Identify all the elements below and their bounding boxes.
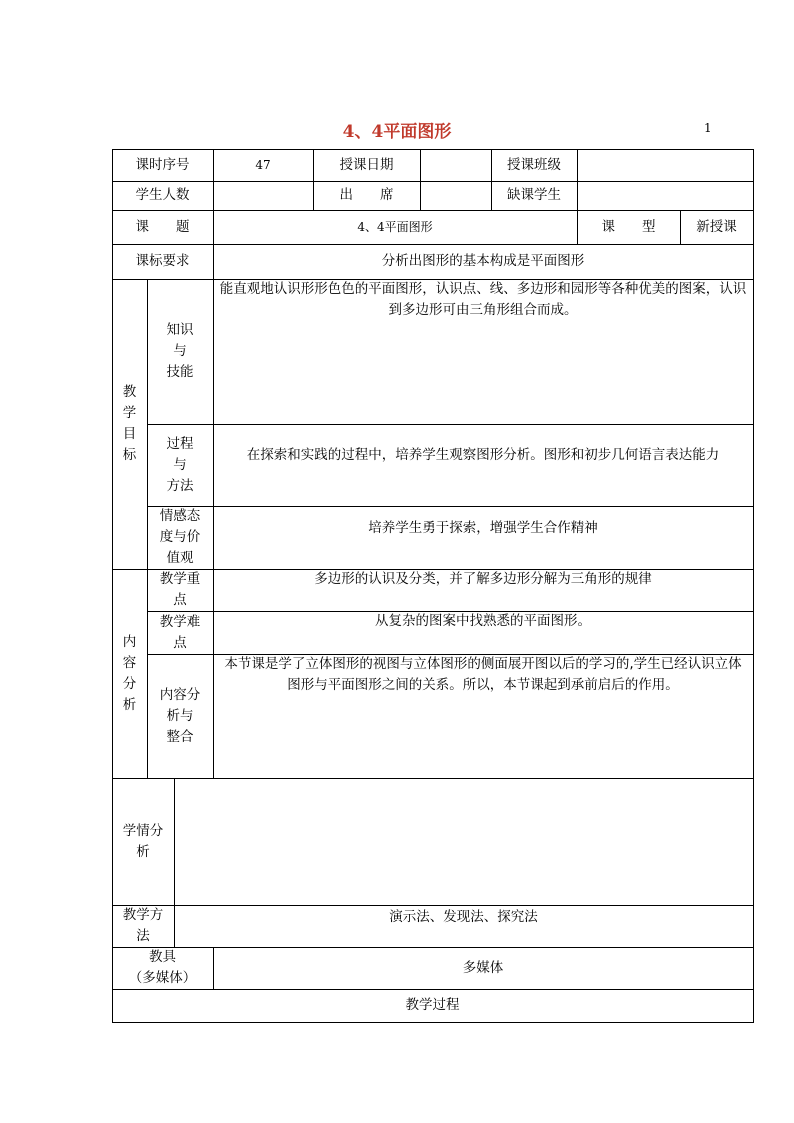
label-line: 过程 [166,435,194,452]
curriculum-standard-label: 课标要求 [135,253,190,269]
process-method-value: 在探索和实践的过程中，培养学生观察图形分析。图形和初步几何语言表达能力 [246,446,720,463]
label-line: 学情分 [122,822,164,839]
label-line: 与 [173,343,187,359]
teaching-date-label: 授课日期 [339,156,394,173]
label-line: 析 [136,843,150,860]
table-border-right [753,149,754,1023]
attendance-value [420,181,491,210]
student-count-label: 学生人数 [135,187,190,203]
class-label: 授课班级 [507,156,561,173]
label-char: 容 [122,654,137,671]
attendance-label: 出 席 [339,187,394,203]
lesson-type-label: 课 型 [601,218,656,235]
teaching-date-value [420,149,491,181]
label-char: 分 [122,675,137,692]
page-number: 1 [704,121,712,135]
learner-analysis-label [112,778,174,905]
lesson-type-value: 新授课 [696,218,737,235]
label-char: 学 [122,405,137,421]
document-title: 4、4平面图形 [342,122,452,142]
process-method-label [147,424,213,506]
key-points-value: 多边形的认识及分类，并了解多边形分解为三角形的规律 [314,571,652,587]
label-char: 目 [122,426,137,442]
label-line: 与 [173,456,187,473]
content-analysis-label [112,569,147,778]
label-line: 知识 [166,322,194,338]
teaching-method-label [112,905,174,947]
content-integration-label [147,654,213,778]
key-points-label [147,569,213,611]
label-line: 教学重 [159,571,201,587]
curriculum-standard-value: 分析出图形的基本构成是平面图形 [381,253,585,269]
absent-students-label: 缺课学生 [507,187,561,203]
label-line: 析与 [166,707,194,724]
label-line: 点 [173,634,187,651]
label-line: 教具 [149,949,176,965]
label-line: （多媒体） [128,970,197,986]
knowledge-skills-value: 能直观地认识形形色色的平面图形，认识点、线、多边形和园形等各种优美的图案，认识到多边形可由三角形组合而成。 [219,281,747,318]
knowledge-skills-label [147,279,213,424]
lesson-number-label: 课时序号 [135,156,190,173]
label-line: 技能 [166,364,194,380]
table-border-bottom [112,1022,754,1023]
label-line: 点 [173,592,187,608]
learner-analysis-value [174,778,753,905]
teaching-tools-label [112,947,213,989]
label-line: 情感态 [159,508,201,524]
label-line: 内容分 [159,686,201,703]
label-line: 教学难 [159,613,201,630]
emotion-values-value: 培养学生勇于探索，增强学生合作精神 [368,520,598,536]
label-line: 值观 [166,550,194,566]
topic-value: 4、4平面图形 [357,219,433,234]
teaching-tools-value: 多媒体 [462,959,504,976]
content-integration-value: 本节课是学了立体图形的视图与立体图形的侧面展开图以后的学习的,学生已经认识立体图形与平面图形之间的关系。所以，本节课起到承前启后的作用。 [224,656,742,693]
label-char: 教 [122,384,137,400]
teaching-goals-label [112,279,147,569]
label-line: 方法 [166,477,194,494]
label-line: 整合 [166,728,194,745]
teaching-process-heading: 教学过程 [405,997,460,1013]
label-line: 法 [136,928,150,944]
class-value [577,149,753,181]
difficulties-value: 从复杂的图案中找熟悉的平面图形。 [375,613,591,629]
label-char: 内 [122,633,137,650]
student-count-value [213,181,313,210]
absent-students-value [577,181,753,210]
label-line: 度与价 [159,529,201,545]
label-line: 教学方 [122,907,164,923]
emotion-values-label [147,506,213,569]
teaching-method-value: 演示法、发现法、探究法 [389,909,538,925]
topic-label: 课 题 [135,218,190,235]
lesson-number-value: 47 [255,157,271,172]
label-char: 析 [122,696,137,713]
difficulties-label [147,611,213,654]
label-char: 标 [122,447,137,463]
